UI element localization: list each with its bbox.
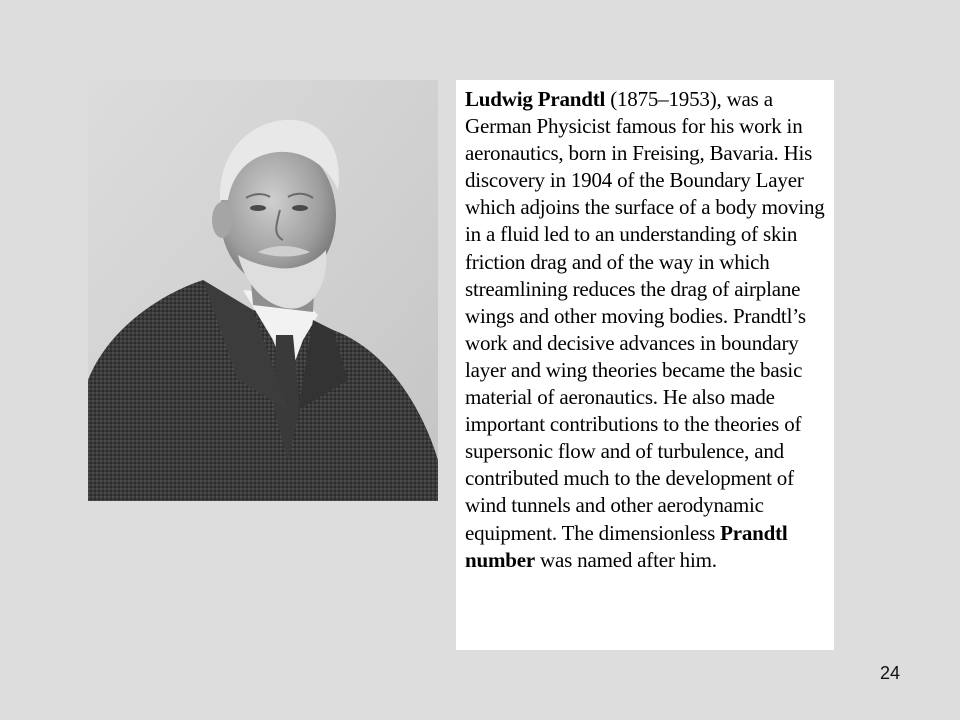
bio-term: Prandtl number [465, 520, 788, 572]
bio-intro: (1875–1953), was a German Physicist famous for his work in aeronautics, born in Freising, Bavaria. His discovery in 1904 of the Boundary Layer which adjoins the surface of a body moving in a fluid led to an understanding of skin friction drag and of the way in which streamlining reduces the drag of airplane wings and other moving bodies. Prandtl’s work and decisive advances in boundary layer and wing theories became the basic material of aeronautics. He also made important contributions to the theories of supersonic flow and of turbulence, and contributed much to the development of wind tunnels and other aerodynamic equipment. The dimensionless [465, 87, 825, 545]
biography-text [465, 86, 826, 574]
biography-box [456, 80, 834, 650]
portrait-photo [88, 80, 438, 501]
portrait-illustration [88, 80, 438, 501]
bio-outro: was named after him. [534, 547, 717, 572]
page-number: 24 [879, 663, 900, 683]
bio-name: Ludwig Prandtl [465, 87, 606, 111]
